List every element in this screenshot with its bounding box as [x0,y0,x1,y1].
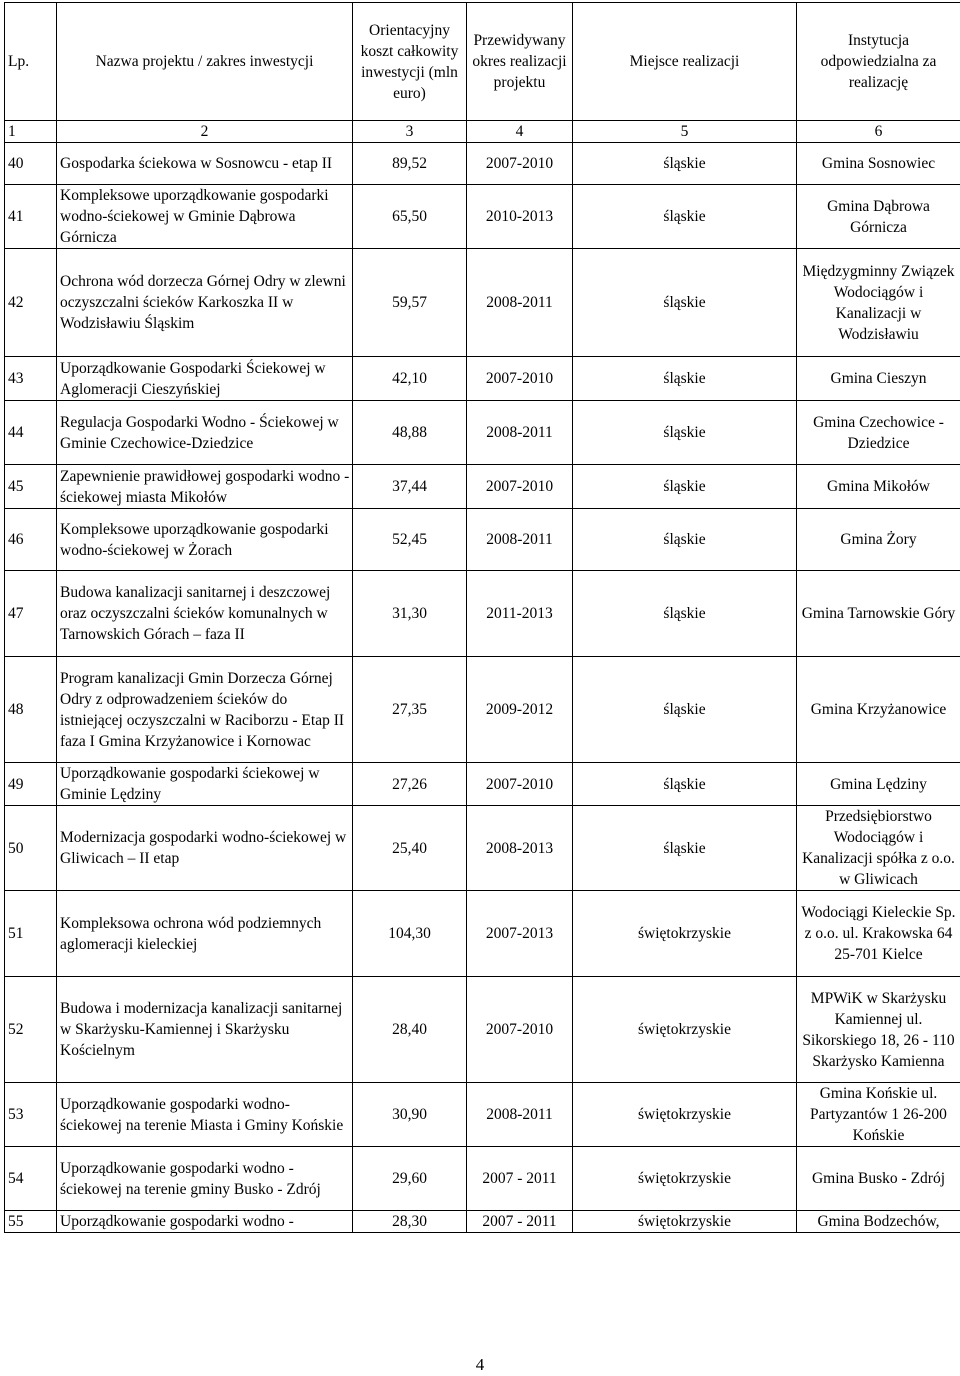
row-institution: Gmina Czechowice - Dziedzice [797,401,960,465]
row-cost: 42,10 [353,357,467,401]
row-lp: 44 [5,401,57,465]
row-project-name: Ochrona wód dorzecza Górnej Odry w zlewni oczyszczalni ścieków Karkoszka II w Wodzisławiu Śląskim [57,249,353,357]
row-project-name: Uporządkowanie Gospodarki Ściekowej w Aglomeracji Cieszyńskiej [57,357,353,401]
row-place: śląskie [573,143,797,185]
header-row [5,3,960,121]
table-row [5,1083,960,1147]
table-row [5,977,960,1083]
row-lp: 53 [5,1083,57,1147]
row-period: 2008-2011 [467,401,573,465]
row-project-name: Uporządkowanie gospodarki wodno - ściekowej na terenie gminy Busko - Zdrój [57,1147,353,1211]
column-number: 2 [57,121,353,143]
row-place: świętokrzyskie [573,1211,797,1233]
row-lp: 46 [5,509,57,571]
row-place: śląskie [573,657,797,763]
row-institution: MPWiK w Skarżysku Kamiennej ul. Sikorskiego 18, 26 - 110 Skarżysko Kamienna [797,977,960,1083]
row-institution: Wodociągi Kieleckie Sp. z o.o. ul. Krakowska 64 25-701 Kielce [797,891,960,977]
row-cost: 31,30 [353,571,467,657]
row-place: śląskie [573,185,797,249]
row-lp: 47 [5,571,57,657]
table-row [5,249,960,357]
row-place: śląskie [573,465,797,509]
table-row [5,509,960,571]
row-period: 2007-2013 [467,891,573,977]
row-project-name: Kompleksowe uporządkowanie gospodarki wodno-ściekowej w Gminie Dąbrowa Górnicza [57,185,353,249]
row-institution: Gmina Sosnowiec [797,143,960,185]
table-row [5,185,960,249]
table-row [5,1211,960,1233]
row-institution: Gmina Busko - Zdrój [797,1147,960,1211]
header-lp: Lp. [5,3,57,121]
row-place: świętokrzyskie [573,891,797,977]
row-period: 2007-2010 [467,465,573,509]
row-project-name: Kompleksowe uporządkowanie gospodarki wodno-ściekowej w Żorach [57,509,353,571]
header-place: Miejsce realizacji [573,3,797,121]
row-place: śląskie [573,806,797,891]
header-institution: Instytucja odpowiedzialna za realizację [797,3,960,121]
row-place: śląskie [573,763,797,806]
row-lp: 52 [5,977,57,1083]
row-cost: 59,57 [353,249,467,357]
table-row [5,465,960,509]
row-project-name: Uporządkowanie gospodarki wodno - [57,1211,353,1233]
row-cost: 52,45 [353,509,467,571]
row-cost: 27,35 [353,657,467,763]
row-period: 2010-2013 [467,185,573,249]
row-project-name: Uporządkowanie gospodarki ściekowej w Gminie Lędziny [57,763,353,806]
row-place: śląskie [573,249,797,357]
row-cost: 30,90 [353,1083,467,1147]
row-institution: Gmina Końskie ul. Partyzantów 1 26-200 Końskie [797,1083,960,1147]
row-period: 2007 - 2011 [467,1211,573,1233]
row-cost: 89,52 [353,143,467,185]
table-row [5,401,960,465]
row-period: 2008-2011 [467,1083,573,1147]
row-period: 2008-2011 [467,249,573,357]
column-number: 6 [797,121,960,143]
row-institution: Międzygminny Związek Wodociągów i Kanalizacji w Wodzisławiu [797,249,960,357]
row-cost: 28,40 [353,977,467,1083]
table-row [5,571,960,657]
row-lp: 40 [5,143,57,185]
row-cost: 104,30 [353,891,467,977]
header-cost: Orientacyjny koszt całkowity inwestycji (mln euro) [353,3,467,121]
row-lp: 50 [5,806,57,891]
row-period: 2007-2010 [467,763,573,806]
row-institution: Gmina Lędziny [797,763,960,806]
row-period: 2008-2013 [467,806,573,891]
row-place: świętokrzyskie [573,977,797,1083]
row-institution: Gmina Dąbrowa Górnicza [797,185,960,249]
row-lp: 48 [5,657,57,763]
table-row [5,763,960,806]
table-row [5,1147,960,1211]
column-number: 3 [353,121,467,143]
row-cost: 48,88 [353,401,467,465]
row-project-name: Uporządkowanie gospodarki wodno-ściekowej na terenie Miasta i Gminy Końskie [57,1083,353,1147]
row-period: 2007 - 2011 [467,1147,573,1211]
row-institution: Gmina Bodzechów, [797,1211,960,1233]
header-period: Przewidywany okres realizacji projektu [467,3,573,121]
table-row [5,357,960,401]
row-project-name: Modernizacja gospodarki wodno-ściekowej w Gliwicach – II etap [57,806,353,891]
row-project-name: Gospodarka ściekowa w Sosnowcu - etap II [57,143,353,185]
row-period: 2008-2011 [467,509,573,571]
row-lp: 54 [5,1147,57,1211]
row-lp: 55 [5,1211,57,1233]
row-cost: 37,44 [353,465,467,509]
row-period: 2007-2010 [467,357,573,401]
row-place: śląskie [573,401,797,465]
table-row [5,806,960,891]
table-row [5,657,960,763]
row-cost: 29,60 [353,1147,467,1211]
row-place: śląskie [573,509,797,571]
row-period: 2009-2012 [467,657,573,763]
row-cost: 65,50 [353,185,467,249]
row-institution: Gmina Tarnowskie Góry [797,571,960,657]
row-project-name: Zapewnienie prawidłowej gospodarki wodno - ściekowej miasta Mikołów [57,465,353,509]
row-project-name: Budowa kanalizacji sanitarnej i deszczowej oraz oczyszczalni ścieków komunalnych w Tarnowskich Górach – faza II [57,571,353,657]
row-institution: Gmina Żory [797,509,960,571]
table-row [5,891,960,977]
row-period: 2007-2010 [467,143,573,185]
row-place: śląskie [573,357,797,401]
row-project-name: Regulacja Gospodarki Wodno - Ściekowej w Gminie Czechowice-Dziedzice [57,401,353,465]
column-number-row [5,121,960,143]
row-lp: 51 [5,891,57,977]
column-number: 1 [5,121,57,143]
row-place: świętokrzyskie [573,1083,797,1147]
column-number: 4 [467,121,573,143]
row-cost: 28,30 [353,1211,467,1233]
table-row [5,143,960,185]
row-lp: 43 [5,357,57,401]
row-place: śląskie [573,571,797,657]
header-name: Nazwa projektu / zakres inwestycji [57,3,353,121]
row-institution: Gmina Krzyżanowice [797,657,960,763]
row-lp: 45 [5,465,57,509]
row-place: świętokrzyskie [573,1147,797,1211]
row-institution: Przedsiębiorstwo Wodociągów i Kanalizacji spółka z o.o. w Gliwicach [797,806,960,891]
row-lp: 49 [5,763,57,806]
column-number: 5 [573,121,797,143]
row-lp: 41 [5,185,57,249]
projects-table [4,2,960,1233]
row-project-name: Program kanalizacji Gmin Dorzecza Górnej Odry z odprowadzeniem ścieków do istniejącej oczyszczalni w Raciborzu - Etap II faza I Gmina Krzyżanowice i Kornowac [57,657,353,763]
row-cost: 25,40 [353,806,467,891]
page-number: 4 [475,1355,485,1374]
row-lp: 42 [5,249,57,357]
row-project-name: Budowa i modernizacja kanalizacji sanitarnej w Skarżysku-Kamiennej i Skarżysku Kościelnym [57,977,353,1083]
row-period: 2007-2010 [467,977,573,1083]
row-institution: Gmina Mikołów [797,465,960,509]
row-period: 2011-2013 [467,571,573,657]
table-body [5,143,960,1233]
row-institution: Gmina Cieszyn [797,357,960,401]
row-cost: 27,26 [353,763,467,806]
row-project-name: Kompleksowa ochrona wód podziemnych aglomeracji kieleckiej [57,891,353,977]
